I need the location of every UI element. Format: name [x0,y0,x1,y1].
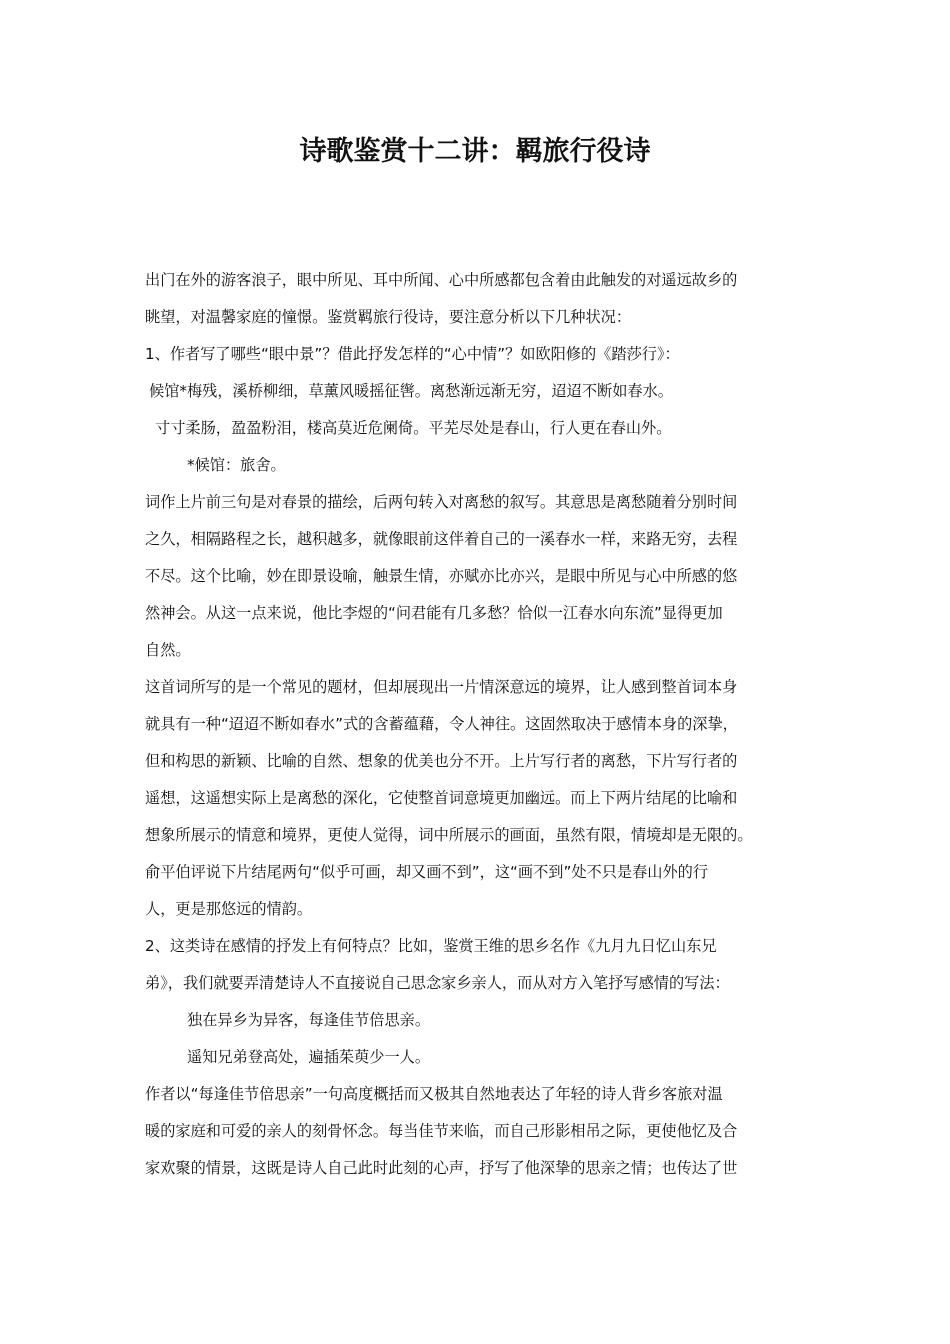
paragraph-line: 家欢聚的情景，这既是诗人自己此时此刻的心声，抒写了他深挚的思亲之情；也传达了世 [145,1159,738,1177]
paragraph-line: 想象所展示的情意和境界，更使人觉得，词中所展示的画面，虽然有限，情境却是无限的。 [145,826,753,844]
paragraph-line: 2、这类诗在感情的抒发上有何特点？比如，鉴赏王维的思乡名作《九月九日忆山东兄 [145,937,717,955]
poem-line: 遥知兄弟登高处，遍插茱萸少一人。 [187,1048,430,1066]
paragraph-line: 自然。 [145,641,191,659]
paragraph-line: 人，更是那悠远的情韵。 [145,900,313,918]
paragraph-line: 这首词所写的是一个常见的题材，但却展现出一片情深意远的境界，让人感到整首词本身 [145,678,738,696]
paragraph-line: 弟》，我们就要弄清楚诗人不直接说自己思念家乡亲人，而从对方入笔抒写感情的写法： [145,974,730,992]
paragraph-line: 就具有一种“迢迢不断如春水”式的含蓄蕴藉，令人神往。这固然取决于感情本身的深挚， [145,715,738,733]
paragraph-line: 暖的家庭和可爱的亲人的刻骨怀念。每当佳节来临，而自己形影相吊之际，更使他忆及合 [145,1122,738,1140]
paragraph-line: 然神会。从这一点来说，他比李煜的“问君能有几多愁？恰似一江春水向东流”显得更加 [145,604,723,622]
poem-line: 候馆*梅残，溪桥柳细，草薰风暖摇征辔。离愁渐远渐无穷，迢迢不断如春水。 [149,382,673,400]
paragraph-line: 遥想，这遥想实际上是离愁的深化，它使整首词意境更加幽远。而上下两片结尾的比喻和 [145,789,738,807]
paragraph-line: 1、作者写了哪些“眼中景”？借此抒发怎样的“心中情”？如欧阳修的《踏莎行》： [145,345,680,363]
document-title: 诗歌鉴赏十二讲：羁旅行役诗 [299,136,651,167]
paragraph-line: 俞平伯评说下片结尾两句“似乎可画，却又画不到”，这“画不到”处不只是春山外的行 [145,863,709,881]
paragraph-line: 但和构思的新颖、比喻的自然、想象的优美也分不开。上片写行者的离愁，下片写行者的 [145,752,738,770]
paragraph-line: 不尽。这个比喻，妙在即景设喻，触景生情，亦赋亦比亦兴，是眼中所见与心中所感的悠 [145,567,738,585]
poem-line: 独在异乡为异客，每逢佳节倍思亲。 [187,1011,430,1029]
paragraph-line: 之久，相隔路程之长，越积越多，就像眼前这伴着自己的一溪春水一样，来路无穷，去程 [145,530,738,548]
paragraph-line: 词作上片前三句是对春景的描绘，后两句转入对离愁的叙写。其意思是离愁随着分别时间 [145,493,738,511]
paragraph-line: 眺望，对温馨家庭的憧憬。鉴赏羁旅行役诗，要注意分析以下几种状况： [145,308,631,326]
poem-line: 寸寸柔肠，盈盈粉泪，楼高莫近危阑倚。平芜尽处是春山，行人更在春山外。 [155,419,672,437]
paragraph-line: 作者以“每逢佳节倍思亲”一句高度概括而又极其自然地表达了年轻的诗人背乡客旅对温 [145,1085,723,1103]
document-body [145,262,811,1187]
paragraph-line: 出门在外的游客浪子，眼中所见、耳中所闻、心中所感都包含着由此触发的对遥远故乡的 [145,271,738,289]
footnote-line: *候馆：旅舍。 [187,456,286,474]
